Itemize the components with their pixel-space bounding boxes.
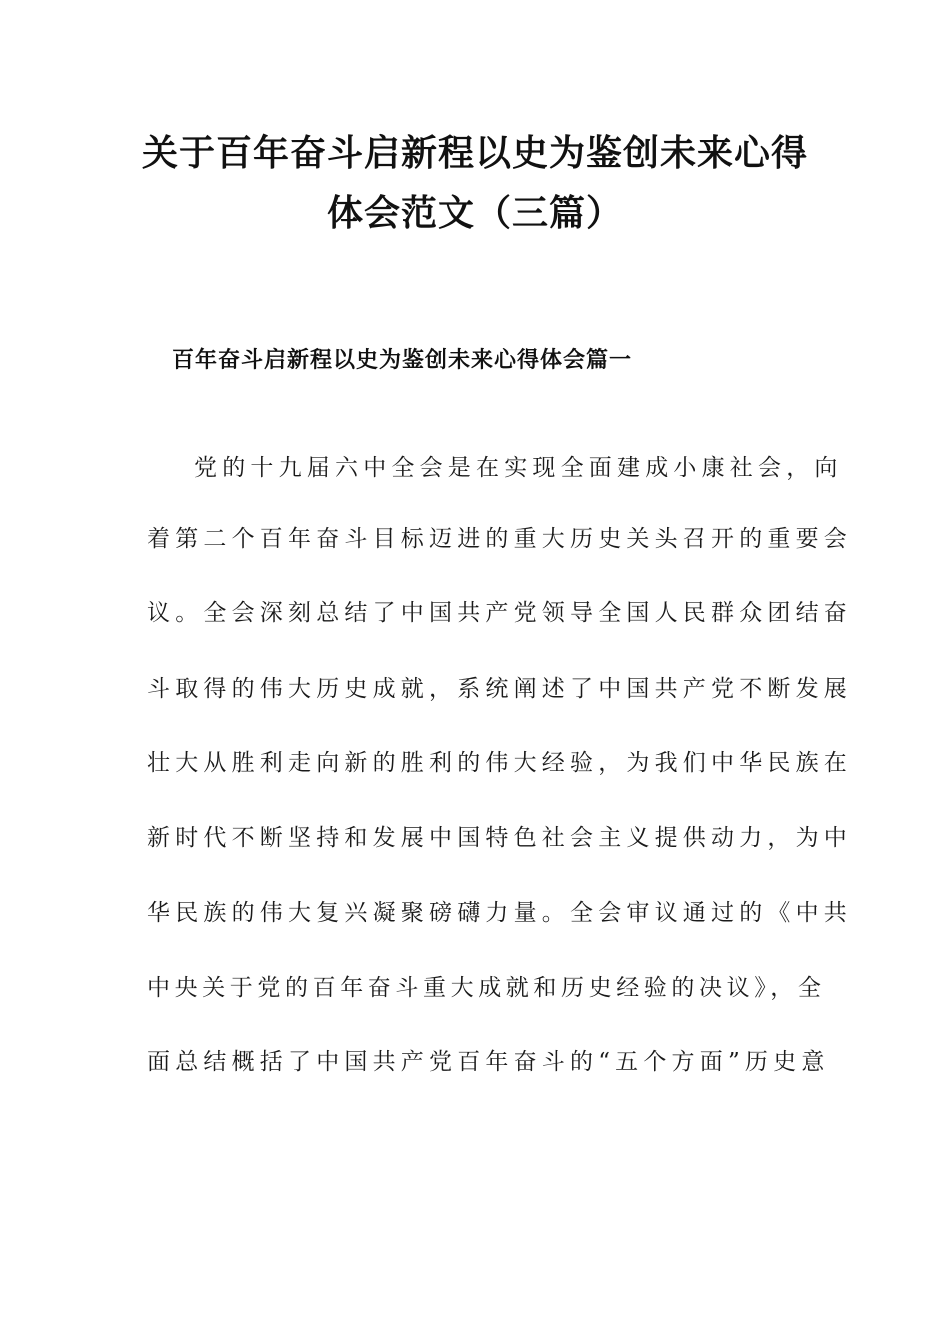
body-line: 面总结概括了中国共产党百年奋斗的“五个方面”历史意 <box>147 1049 830 1075</box>
section-heading: 百年奋斗启新程以史为鉴创未来心得体会篇一 <box>172 348 633 373</box>
body-line: 华民族的伟大复兴凝聚磅礴力量。全会审议通过的《中共 <box>147 900 852 926</box>
body-line: 着第二个百年奋斗目标迈进的重大历史关头召开的重要会 <box>147 526 852 552</box>
document-title-line-1: 关于百年奋斗启新程以史为鉴创未来心得 <box>141 133 808 174</box>
body-line: 党的十九届六中全会是在实现全面建成小康社会，向 <box>194 455 843 481</box>
body-line: 斗取得的伟大历史成就，系统阐述了中国共产党不断发展 <box>147 676 852 702</box>
document-title-line-2: 体会范文（三篇） <box>326 193 623 234</box>
body-line: 议。全会深刻总结了中国共产党领导全国人民群众团结奋 <box>147 600 852 626</box>
body-line: 新时代不断坚持和发展中国特色社会主义提供动力，为中 <box>147 825 852 851</box>
body-line: 壮大从胜利走向新的胜利的伟大经验，为我们中华民族在 <box>147 750 852 776</box>
body-line: 中央关于党的百年奋斗重大成就和历史经验的决议》，全 <box>147 975 826 1001</box>
